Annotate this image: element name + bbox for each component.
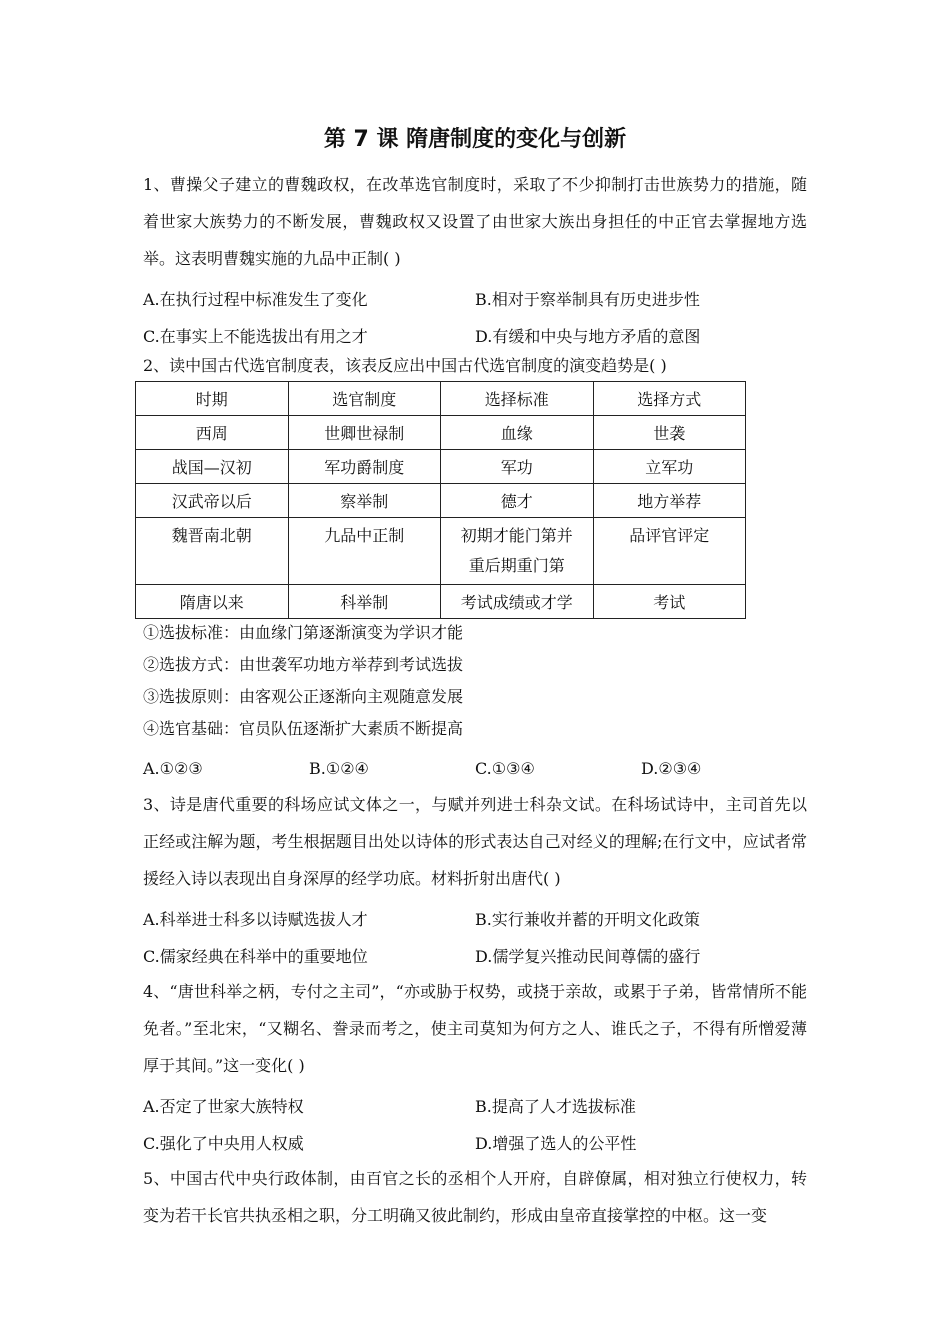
q2-option-c: C.①③④: [475, 759, 535, 778]
table-cell: 隋唐以来: [136, 585, 289, 619]
q2-statement-3: ③选拔原则：由客观公正逐渐向主观随意发展: [143, 687, 464, 706]
table-cell: 德才: [441, 484, 594, 518]
table-header-cell: 选官制度: [288, 382, 441, 416]
table-cell: 察举制: [288, 484, 441, 518]
page-title: 第 7 课 隋唐制度的变化与创新: [323, 127, 627, 152]
question-2-stem: 2、读中国古代选官制度表，该表反应出中国古代选官制度的演变趋势是( ): [143, 356, 667, 375]
table-cell: 战国—汉初: [136, 450, 289, 484]
table-cell: 血缘: [441, 416, 594, 450]
table-row: [136, 484, 746, 518]
q2-statement-2: ②选拔方式：由世袭军功地方举荐到考试选拔: [143, 655, 464, 674]
q3-option-b: B.实行兼收并蓄的开明文化政策: [475, 910, 700, 929]
table-cell: 军功爵制度: [288, 450, 441, 484]
table-cell: 魏晋南北朝: [136, 518, 289, 585]
table-cell: 地方举荐: [593, 484, 746, 518]
table-cell: 九品中正制: [288, 518, 441, 585]
q4-option-d: D.增强了选人的公平性: [475, 1134, 637, 1153]
q1-option-a: A.在执行过程中标准发生了变化: [143, 290, 368, 309]
table-header-row: [136, 382, 746, 416]
selection-system-table: [135, 381, 746, 619]
q2-statement-4: ④选官基础：官员队伍逐渐扩大素质不断提高: [143, 719, 464, 738]
q4-option-b: B.提高了人才选拔标准: [475, 1097, 636, 1116]
table-cell: 初期才能门第并重后期重门第: [441, 518, 594, 585]
table-cell: 世卿世禄制: [288, 416, 441, 450]
table-header-cell: 选择标准: [441, 382, 594, 416]
table-cell: 考试: [593, 585, 746, 619]
q1-option-b: B.相对于察举制具有历史进步性: [475, 290, 700, 309]
table-cell: 考试成绩或才学: [441, 585, 594, 619]
question-1-stem: 1、曹操父子建立的曹魏政权，在改革选官制度时，采取了不少抑制打击世族势力的措施，随着世家大族势力的不断发展，曹魏政权又设置了由世家大族出身担任的中正官去掌握地方选举。这表明曹魏实施的九品中正制( ): [143, 175, 807, 268]
q3-option-c: C.儒家经典在科举中的重要地位: [143, 947, 368, 966]
table-cell: 世袭: [593, 416, 746, 450]
q2-statement-1: ①选拔标准：由血缘门第逐渐演变为学识才能: [143, 623, 464, 642]
table-header-cell: 选择方式: [593, 382, 746, 416]
table-cell: 军功: [441, 450, 594, 484]
q2-option-b: B.①②④: [309, 759, 369, 778]
table-cell: 科举制: [288, 585, 441, 619]
q4-option-c: C.强化了中央用人权威: [143, 1134, 304, 1153]
table-cell: 汉武帝以后: [136, 484, 289, 518]
q2-option-d: D.②③④: [641, 759, 702, 778]
question-5-stem: 5、中国古代中央行政体制，由百官之长的丞相个人开府，自辟僚属，相对独立行使权力，转变为若干长官共执丞相之职，分工明确又彼此制约，形成由皇帝直接掌控的中枢。这一变: [143, 1169, 807, 1225]
q1-option-d: D.有缓和中央与地方矛盾的意图: [475, 327, 701, 346]
table-row: [136, 518, 746, 585]
table-header-cell: 时期: [136, 382, 289, 416]
question-3-stem: 3、诗是唐代重要的科场应试文体之一，与赋并列进士科杂文试。在科场试诗中，主司首先以正经或注解为题，考生根据题目出处以诗体的形式表达自己对经义的理解;在行文中，应试者常援经入诗以表现出自身深厚的经学功底。材料折射出唐代( ): [143, 795, 807, 888]
q3-option-d: D.儒学复兴推动民间尊儒的盛行: [475, 947, 701, 966]
q4-option-a: A.否定了世家大族特权: [143, 1097, 304, 1116]
q1-option-c: C.在事实上不能选拔出有用之才: [143, 327, 368, 346]
q2-option-a: A.①②③: [143, 759, 203, 778]
table-row: [136, 450, 746, 484]
table-cell: 立军功: [593, 450, 746, 484]
question-4-stem: 4、“唐世科举之柄，专付之主司”，“亦或胁于权势，或挠于亲故，或累于子弟，皆常情所不能免者。”至北宋，“又糊名、誊录而考之，使主司莫知为何方之人、谁氏之子，不得有所憎爱薄厚于其间。”这一变化( ): [143, 982, 807, 1075]
table-cell: 西周: [136, 416, 289, 450]
q3-option-a: A.科举进士科多以诗赋选拔人才: [143, 910, 368, 929]
table-cell: 品评官评定: [593, 518, 746, 585]
table-row: [136, 585, 746, 619]
table-row: [136, 416, 746, 450]
